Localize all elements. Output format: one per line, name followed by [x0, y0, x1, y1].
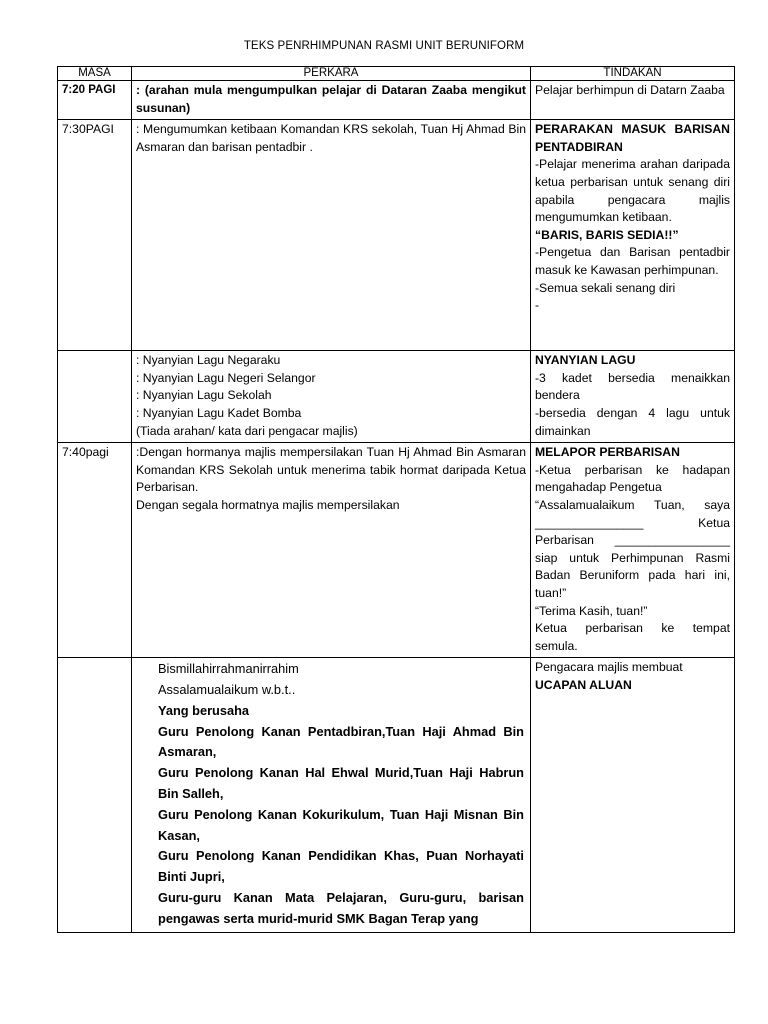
tindakan-line: -3 kadet bersedia menaikkan bendera	[535, 370, 730, 403]
tindakan-cell	[531, 81, 735, 120]
schedule-table	[57, 66, 735, 933]
tindakan-line: -Ketua perbarisan ke hadapan mengahadap Pengetua	[535, 462, 730, 495]
tindakan-heading: MELAPOR PERBARISAN	[535, 445, 680, 460]
tindakan-command: “BARIS, BARIS SEDIA!!”	[535, 227, 679, 242]
speech-line: Bismillahirrahmanirrahim	[158, 661, 299, 677]
masa-cell: 7:40pagi	[58, 443, 132, 658]
tindakan-cell	[531, 351, 735, 443]
table-row	[58, 443, 735, 658]
tindakan-line: -Pengetua dan Barisan pentadbir masuk ke Kawasan perhimpunan.	[535, 245, 730, 277]
masa-cell: 7:30PAGI	[58, 120, 132, 351]
tindakan-heading: NYANYIAN LAGU	[535, 353, 636, 368]
tindakan-line: Pelajar berhimpun di Datarn Zaaba	[535, 83, 725, 97]
document-title: TEKS PENRHIMPUNAN RASMI UNIT BERUNIFORM	[243, 40, 525, 52]
speech-line: Yang berusaha	[158, 702, 250, 718]
speech-line: Guru-guru Kanan Mata Pelajaran, Guru-guru, barisan pengawas serta murid-murid SMK Bagan Terap yang	[158, 890, 524, 926]
tindakan-cell	[531, 658, 735, 932]
table-row	[58, 658, 735, 932]
perkara-line: :Dengan hormanya majlis mempersilakan Tuan Hj Ahmad Bin Asmaran Komandan KRS Sekolah untuk menerima tabik hormat daripada Ketua Perbarisan.	[136, 445, 526, 495]
speech-line: Guru Penolong Kanan Pendidikan Khas, Puan Norhayati Binti Jupri,	[158, 848, 524, 885]
perkara-cell	[132, 658, 531, 932]
table-row	[58, 351, 735, 443]
tindakan-line: -Pelajar menerima arahan daripada ketua perbarisan untuk senang diri apabila pengacara majlis mengumumkan ketibaan.	[535, 157, 730, 225]
tindakan-heading: PERARAKAN MASUK BARISAN PENTADBIRAN	[535, 122, 730, 154]
header-tindakan: TINDAKAN	[531, 67, 735, 81]
speech-line: Assalamualaikum w.b.t..	[158, 682, 296, 698]
tindakan-quote: “Terima Kasih, tuan!”	[535, 603, 648, 618]
masa-cell: 7:20 PAGI	[58, 81, 132, 120]
perkara-line: : Nyanyian Lagu Sekolah	[136, 388, 272, 403]
tindakan-line: Ketua perbarisan ke tempat semula.	[535, 621, 730, 653]
perkara-line: : Nyanyian Lagu Negeri Selangor	[136, 370, 316, 385]
tindakan-line: -Semua sekali senang diri	[535, 280, 676, 295]
table-row	[58, 81, 735, 120]
tindakan-cell	[531, 443, 735, 658]
speech-line: Guru Penolong Kanan Hal Ehwal Murid,Tuan Haji Habrun Bin Salleh,	[158, 765, 524, 802]
perkara-line: : Mengumumkan ketibaan Komandan KRS sekolah, Tuan Hj Ahmad Bin Asmaran dan barisan pentadbir .	[136, 122, 526, 154]
tindakan-line: -bersedia dengan 4 lagu untuk dimainkan	[535, 405, 730, 438]
perkara-line: : Nyanyian Lagu Kadet Bomba	[136, 405, 302, 420]
table-header-row	[58, 67, 735, 81]
perkara-line: Dengan segala hormatnya majlis mempersilakan	[136, 497, 400, 512]
perkara-note: (Tiada arahan/ kata dari pengacar majlis)	[136, 423, 358, 438]
tindakan-line: -	[535, 298, 540, 313]
tindakan-cell	[531, 120, 735, 351]
perkara-line: : Nyanyian Lagu Negaraku	[136, 353, 281, 368]
speech-line: Guru Penolong Kanan Pentadbiran,Tuan Haji Ahmad Bin Asmaran,	[158, 723, 524, 760]
tindakan-quote: “Assalamualaikum Tuan, saya ________________ Ketua Perbarisan _________________ siap untuk Perhimpunan Rasmi Badan Beruniform pada hari ini, tuan!”	[535, 497, 730, 600]
speech-line: Guru Penolong Kanan Kokurikulum, Tuan Haji Misnan Bin Kasan,	[158, 806, 524, 843]
perkara-cell	[132, 81, 531, 120]
tindakan-heading: UCAPAN ALUAN	[535, 677, 632, 692]
perkara-cell	[132, 120, 531, 351]
perkara-cell	[132, 351, 531, 443]
masa-cell	[58, 351, 132, 443]
table-row	[58, 120, 735, 351]
header-perkara: PERKARA	[132, 67, 531, 81]
tindakan-line: Pengacara majlis membuat	[535, 660, 683, 675]
perkara-line: : (arahan mula mengumpulkan pelajar di Dataran Zaaba mengikut susunan)	[136, 83, 526, 115]
header-masa: MASA	[58, 67, 132, 81]
masa-cell	[58, 658, 132, 932]
perkara-cell	[132, 443, 531, 658]
